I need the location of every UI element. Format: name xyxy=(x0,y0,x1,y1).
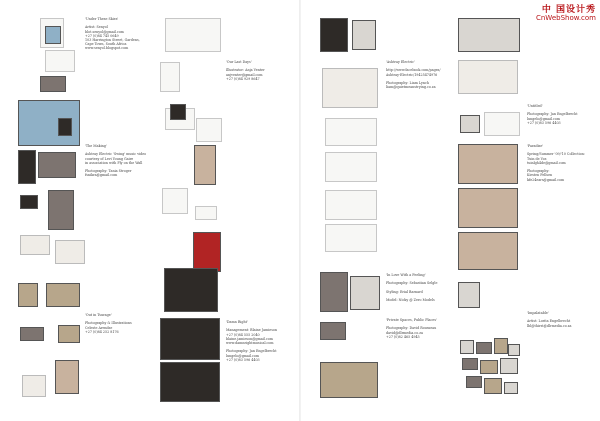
ashtray-electric-frame-2 xyxy=(325,152,377,182)
out-in-tsurage-photo-3 xyxy=(20,327,44,341)
ashtray-electric-frame-3 xyxy=(325,190,377,220)
paradise-photo-1 xyxy=(458,144,518,184)
untitled-photo-2 xyxy=(458,60,518,94)
under-these-skies-artwork-2 xyxy=(45,50,75,72)
out-in-tsurage-illustration-2 xyxy=(22,375,46,397)
impalatable-artwork-8 xyxy=(466,376,482,388)
ashtray-electric-frame-4 xyxy=(325,224,377,252)
private-spaces-photo-1 xyxy=(320,322,346,340)
ashtray-electric-poster xyxy=(322,68,378,108)
impalatable-credits: 'Impalatable' Artist: Lorita Engelbrecht lbl@thirst@dlrmedia.co.za xyxy=(527,311,572,328)
impalatable-artwork-3 xyxy=(494,338,508,354)
out-in-tsurage-credits: 'Out in Tsurage' Photography & Illustrations Celeste Arendse +27 (0)84 252 8176 xyxy=(85,313,132,334)
site-watermark xyxy=(536,2,596,22)
impalatable-artwork-7 xyxy=(500,358,518,374)
paradise-photo-3 xyxy=(458,232,518,270)
our-last-days-sketch-6 xyxy=(194,145,216,185)
untitled-photo-1 xyxy=(458,18,520,52)
our-last-days-sketch-7 xyxy=(162,188,188,214)
ashtray-electric-credits: 'Ashtray Electric' http://www.facebook.com/pages/ Ashtray-Electric/19425474976 Photography: Liam Lynch liam@quietmeanstrying.co.za xyxy=(386,60,441,90)
paradise-photo-4 xyxy=(458,282,480,308)
untitled-photo-4 xyxy=(484,112,520,136)
damn-right-album xyxy=(164,268,218,312)
in-love-with-a-feeling-credits: 'In Love With a Feeling' Photography: Sebastian Selgle Styling: Erial Barnard Model: Nicky @ Zero Models xyxy=(386,273,438,303)
our-last-days-sketch-4 xyxy=(170,104,186,120)
impalatable-artwork-10 xyxy=(504,382,518,394)
private-spaces-credits: 'Private Spaces, Public Places' Photography: David Rousseau david@dlrmedia.co.za +27 (0)82 465 4945 xyxy=(386,318,437,339)
our-last-days-sketch-2 xyxy=(160,62,180,92)
out-in-tsurage-photo-1 xyxy=(18,283,38,307)
impalatable-artwork-5 xyxy=(462,358,478,370)
watermark-url: CnWebShow.com xyxy=(535,14,596,22)
paradise-credits: 'Paradise' Spring/Summer '09/'10 Collection: Tuin de Vos tuinlgh4de@gmail.com Photography: Kirsten Fellsen kfe24ears@gmail.com xyxy=(527,144,585,182)
under-these-skies-artwork-1 xyxy=(45,26,61,44)
the-making-still-4 xyxy=(48,190,74,230)
watermark-chinese: 中 国设计秀 xyxy=(541,5,596,15)
the-making-scribble-2 xyxy=(55,240,85,264)
our-last-days-sketch-5 xyxy=(196,118,222,142)
the-making-credits: 'The Making' Ashtray Electric 'Swing' music video courtesy of Levi Young Gaire in association with Fly on the Wall Photography: Tania Stroger fsnikra@gmail.com xyxy=(85,144,147,178)
our-last-days-credits: 'Our Last Days' Illustrator: Anja Venter anjventer@gmail.com +27 (0)84 929 8647 xyxy=(226,60,265,81)
damn-right-poster xyxy=(193,232,221,272)
damn-right-credits: 'Damn Right' Management: Blaine Jamieson +27 (0)84 555 2040 blaine.jamieson@gmail.com www.damnrightmusical.com Photography: Jan Engelbrecht lungelo@gmail.com +27 (0)83 596 4403 xyxy=(226,320,278,362)
out-in-tsurage-photo-2 xyxy=(46,283,80,307)
damn-right-band-photo-2 xyxy=(160,362,220,402)
impalatable-artwork-9 xyxy=(484,378,502,394)
impalatable-artwork-2 xyxy=(476,342,492,354)
ashtray-electric-photo-2 xyxy=(352,20,376,50)
in-love-with-a-feeling-photo-2 xyxy=(350,276,380,310)
paradise-photo-2 xyxy=(458,188,518,228)
private-spaces-photo-2 xyxy=(320,362,378,398)
our-last-days-sketch-8 xyxy=(195,206,217,220)
damn-right-band-photo-1 xyxy=(160,318,220,360)
the-making-scribble-1 xyxy=(20,235,50,255)
impalatable-artwork-4 xyxy=(508,344,520,356)
ashtray-electric-photo-1 xyxy=(320,18,348,52)
in-love-with-a-feeling-photo-1 xyxy=(320,272,348,312)
under-these-skies-artwork-3 xyxy=(40,76,66,92)
out-in-tsurage-illustration-1 xyxy=(55,360,79,394)
page-gutter xyxy=(299,0,301,421)
the-making-still-2 xyxy=(38,152,76,178)
under-these-skies-detail xyxy=(58,118,72,136)
untitled-photo-3 xyxy=(460,115,480,133)
out-in-tsurage-photo-4 xyxy=(58,325,80,343)
untitled-credits: 'Untitled' Photography: Jan Engelbrecht lungelo@gmail.com +27 (0)83 596 4403 xyxy=(527,104,578,125)
impalatable-artwork-1 xyxy=(460,340,474,354)
the-making-still-3 xyxy=(20,195,38,209)
ashtray-electric-frame-1 xyxy=(325,118,377,146)
impalatable-artwork-6 xyxy=(480,360,498,374)
the-making-still-1 xyxy=(18,150,36,184)
our-last-days-sketch-1 xyxy=(165,18,221,52)
under-these-skies-credits: 'Under These Skies' Artist: Senyol blot.senyol@gmail.com +27 (0)84 745 0649 103 Harrington Street, Gardens, Cape Town, South Africa www.senyol.blogspot.com xyxy=(85,17,140,51)
